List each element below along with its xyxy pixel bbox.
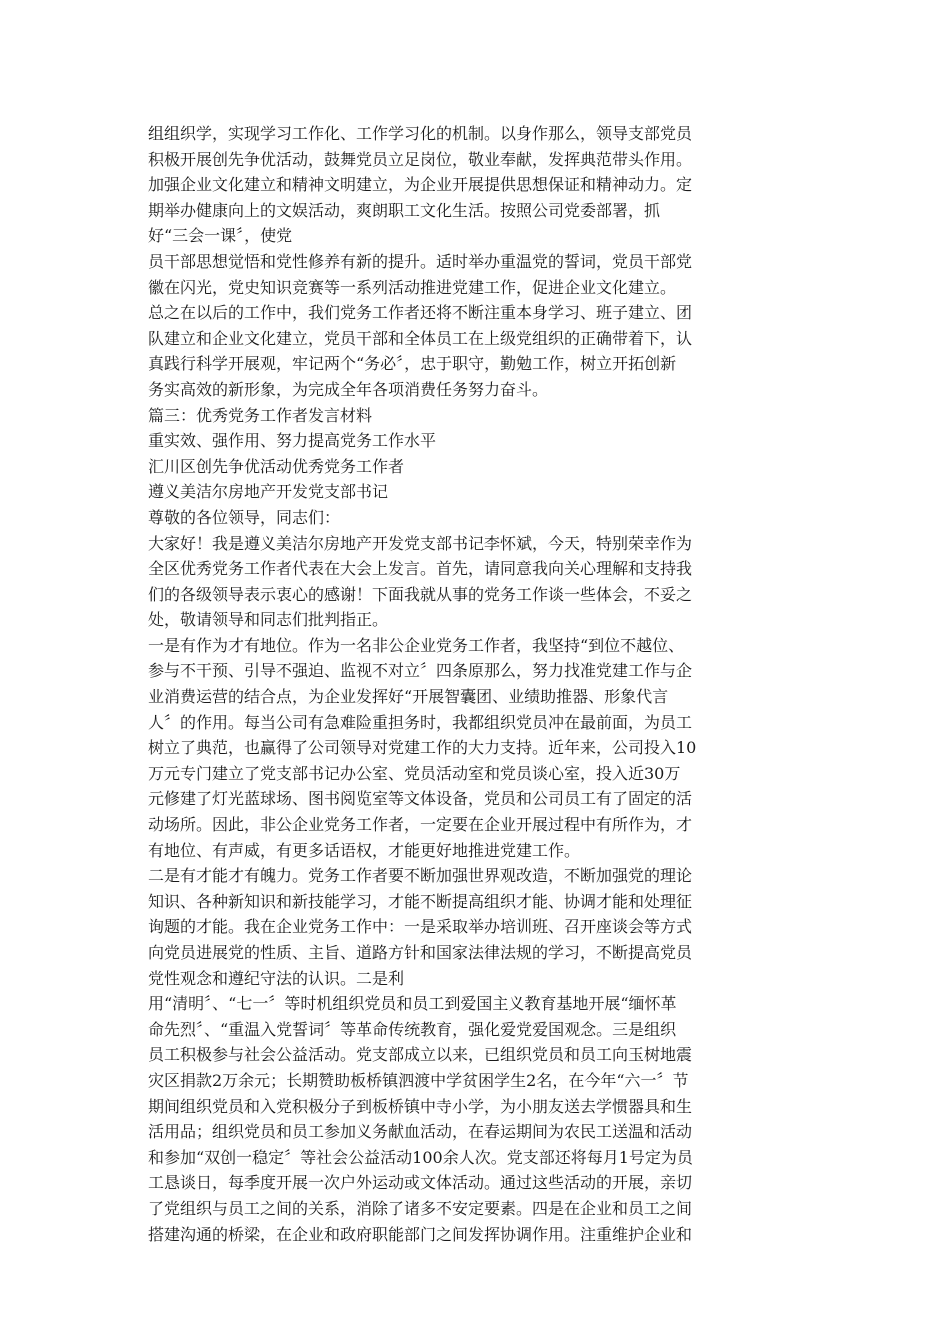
- text-line: 员工积极参与社会公益活动。党支部成立以来，已组织党员和员工向玉树地震: [148, 1045, 693, 1065]
- paragraph: [148, 505, 803, 531]
- text-line: 人〞的作用。每当公司有急难险重担务时，我都组织党员冲在最前面，为员工: [148, 712, 693, 732]
- text-line: 一是有作为才有地位。作为一名非公企业党务工作者，我坚持“到位不越位、: [148, 635, 685, 655]
- text-line: 搭建沟通的桥梁，在企业和政府职能部门之间发挥协调作用。注重维护企业和: [148, 1224, 693, 1244]
- text-line: 务实高效的新形象，为完成全年各项消费任务努力奋斗。: [148, 379, 549, 399]
- paragraph: [148, 403, 803, 429]
- text-line: 万元专门建立了党支部书记办公室、党员活动室和党员谈心室，投入近30万: [148, 763, 681, 783]
- text-line: 期间组织党员和入党积极分子到板桥镇中寺小学，为小朋友送去学惯器具和生: [148, 1096, 693, 1116]
- text-line: 篇三：优秀党务工作者发言材料: [148, 405, 373, 425]
- text-line: 灾区捐款2万余元；长期赞助板桥镇泗渡中学贫困学生2名，在今年“六一〞节: [148, 1070, 689, 1090]
- text-line: 组组织学，实现学习工作化、工作学习化的机制。以身作那么，领导支部党员: [148, 124, 693, 143]
- text-line: 尊敬的各位领导，同志们：: [148, 507, 341, 527]
- text-line: 二是有才能才有魄力。党务工作者要不断加强世界观改造，不断加强党的理论: [148, 866, 693, 886]
- text-line: 工恳谈日，每季度开展一次户外运动或文体活动。通过这些活动的开展，亲切: [148, 1173, 693, 1193]
- text-line: 期举办健康向上的文娱活动，爽朗职工文化生活。按照公司党委部署，抓: [148, 200, 661, 220]
- text-line: 用“清明〞、“七一〞等时机组织党员和员工到爱国主义教育基地开展“缅怀革: [148, 994, 677, 1014]
- text-line: 活用品；组织党员和员工参加义务献血活动，在春运期间为农民工送温和活动: [148, 1122, 693, 1142]
- text-line: 真践行科学开展观，牢记两个“务必〞，忠于职守，勤勉工作，树立开拓创新: [148, 354, 677, 374]
- text-line: 队建立和企业文化建立，党员干部和全体员工在上级党组织的正确带着下，认: [148, 328, 693, 348]
- text-line: 动场所。因此，非公企业党务工作者，一定要在企业开展过程中有所作为，才: [148, 815, 693, 835]
- paragraph: [148, 121, 803, 172]
- text-line: 树立了典范，也赢得了公司领导对党建工作的大力支持。近年来，公司投入10: [148, 738, 697, 758]
- text-line: 好“三会一课〞，使党: [148, 226, 293, 246]
- paragraph: [148, 633, 803, 863]
- document-body: [148, 121, 803, 1247]
- text-line: 询题的才能。我在企业党务工作中：一是采取举办培训班、召开座谈会等方式: [148, 917, 693, 937]
- text-line: 向党员进展党的性质、主旨、道路方针和国家法律法规的学习，不断提高党员: [148, 943, 693, 962]
- paragraph: [148, 991, 803, 1247]
- paragraph: [148, 300, 803, 402]
- text-line: 命先烈〞、“重温入党誓词〞等革命传统教育，强化爱党爱国观念。三是组织: [148, 1019, 677, 1039]
- text-line: 处，敬请领导和同志们批判指正。: [148, 610, 389, 630]
- paragraph: [148, 249, 803, 300]
- paragraph: [148, 428, 803, 454]
- text-line: 党性观念和遵纪守法的认识。二是利: [148, 968, 405, 988]
- paragraph: [148, 531, 803, 633]
- text-line: 全区优秀党务工作者代表在大会上发言。首先，请同意我向关心理解和支持我: [148, 559, 693, 579]
- text-line: 们的各级领导表示衷心的感谢！下面我就从事的党务工作谈一些体会，不妥之: [148, 584, 693, 604]
- text-line: 积极开展创先争优活动，鼓舞党员立足岗位，敬业奉献，发挥典范带头作用。: [148, 149, 693, 169]
- text-line: 和参加“双创一稳定〞等社会公益活动100余人次。党支部还将每月1号定为员: [148, 1147, 693, 1167]
- text-line: 大家好！我是遵义美洁尔房地产开发党支部书记李怀斌，今天，特别荣幸作为: [148, 533, 693, 553]
- text-line: 汇川区创先争优活动优秀党务工作者: [148, 456, 405, 476]
- text-line: 有地位、有声威，有更多话语权，才能更好地推进党建工作。: [148, 840, 581, 860]
- text-line: 徽在闪光，党史知识竞赛等一系列活动推进党建工作，促进企业文化建立。: [148, 277, 677, 297]
- paragraph: [148, 479, 803, 505]
- paragraph: [148, 863, 803, 991]
- text-line: 总之在以后的工作中，我们党务工作者还将不断注重本身学习、班子建立、团: [148, 303, 693, 323]
- paragraph: [148, 454, 803, 480]
- text-line: 业消费运营的结合点，为企业发挥好“开展智囊团、业绩助推器、形象代言: [148, 687, 669, 707]
- text-line: 了党组织与员工之间的关系，消除了诸多不安定要素。四是在企业和员工之间: [148, 1198, 693, 1218]
- text-line: 参与不干预、引导不强迫、监视不对立〞四条原那么，努力找准党建工作与企: [148, 661, 693, 681]
- text-line: 元修建了灯光蓝球场、图书阅览室等文体设备，党员和公司员工有了固定的活: [148, 789, 693, 809]
- text-line: 知识、各种新知识和新技能学习，才能不断提高组织才能、协调才能和处理征: [148, 891, 693, 911]
- text-line: 遵义美洁尔房地产开发党支部书记: [148, 482, 389, 502]
- text-line: 加强企业文化建立和精神文明建立，为企业开展提供思想保证和精神动力。定: [148, 175, 693, 195]
- text-line: 员干部思想觉悟和党性修养有新的提升。适时举办重温党的誓词，党员干部党: [148, 251, 693, 271]
- paragraph: [148, 172, 803, 249]
- text-line: 重实效、强作用、努力提高党务工作水平: [148, 431, 437, 451]
